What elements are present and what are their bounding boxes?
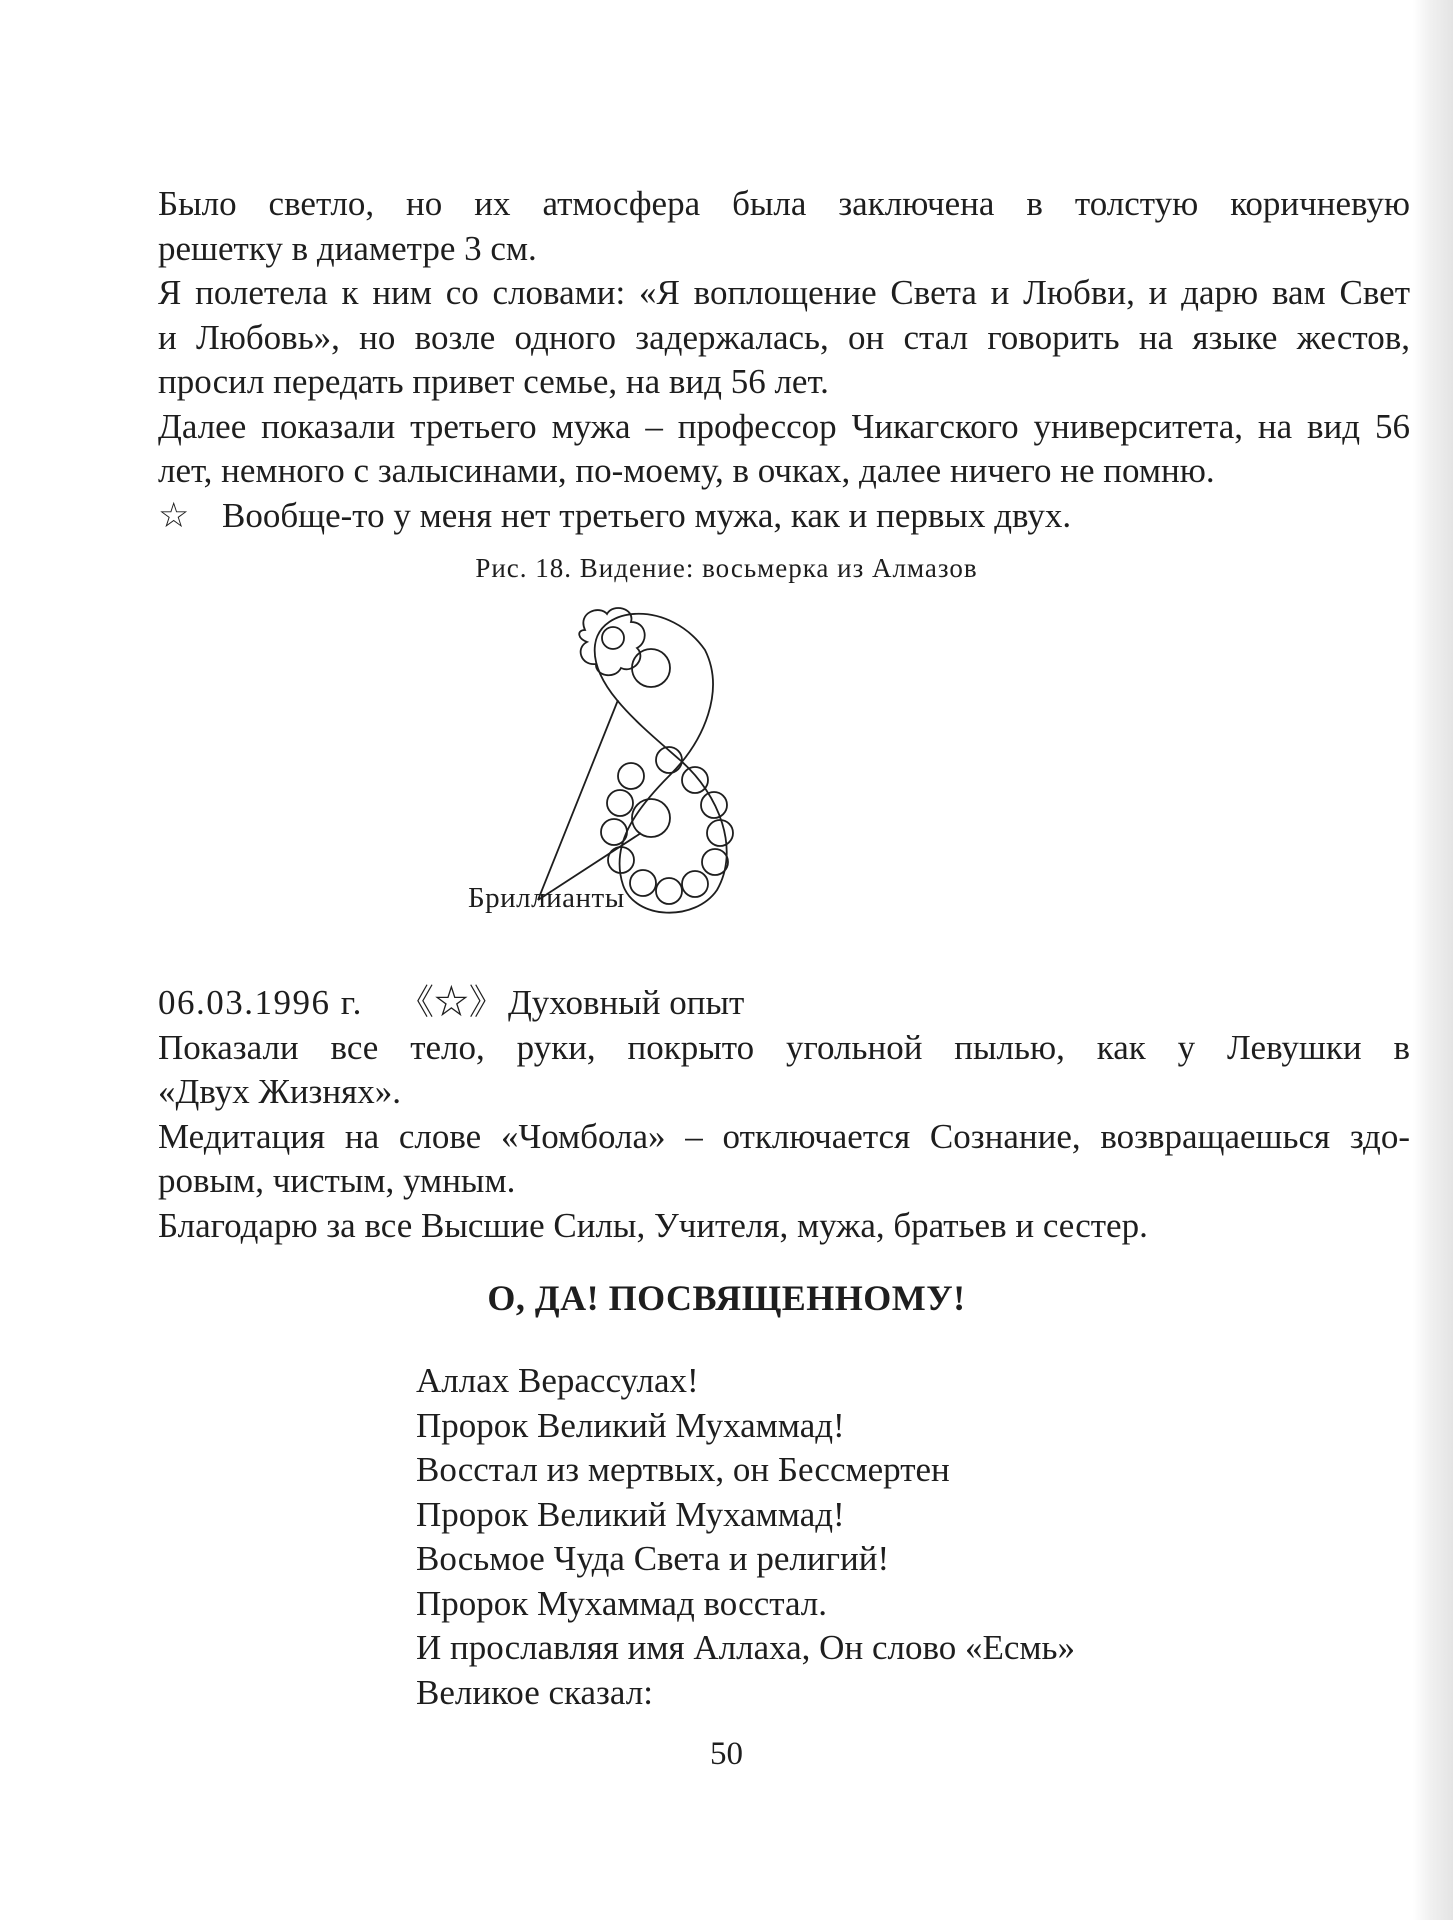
diamond-stone-large: [632, 649, 670, 687]
page-edge-shadow: [1413, 0, 1453, 1920]
entry-header: [158, 981, 1410, 1026]
text-line: и Любовь», но возле одного задержалась, он стал говорить на языке жестов,: [158, 317, 1410, 357]
paragraph-spiritual-experience: [158, 981, 1410, 1248]
entry-title: Духовный опыт: [507, 983, 745, 1022]
paragraph-vision: [158, 182, 1410, 538]
text-line: Медитация на слове «Чомбола» – отключается Сознание, возвращаешься здо-: [158, 1116, 1410, 1156]
figure-eight-outline: [595, 614, 727, 913]
diamond-stone: [618, 763, 644, 789]
diamond-stone: [601, 819, 627, 845]
entry-date: 06.03.1996 г.: [158, 983, 363, 1022]
diamond-stone: [702, 849, 728, 875]
diamond-stone: [630, 870, 656, 896]
poem-line: Пророк Мухаммад восстал.: [416, 1583, 828, 1623]
figure-eight-diagram: [455, 600, 905, 930]
poem-line: Пророк Великий Мухаммад!: [416, 1405, 845, 1445]
text-line: Далее показали третьего мужа – профессор Чикагского университета, на вид 56: [158, 406, 1410, 446]
text-line: решетку в диаметре 3 см.: [158, 228, 537, 268]
flower-icon: [579, 608, 644, 675]
poem-line: Восстал из мертвых, он Бессмертен: [416, 1450, 950, 1489]
diamond-stone: [682, 767, 708, 793]
star-note-text: Вообще-то у меня нет третьего мужа, как и первых двух.: [222, 495, 1072, 535]
text-line: Благодарю за все Высшие Силы, Учителя, мужа, братьев и сестер.: [158, 1205, 1148, 1245]
flower-center: [602, 627, 624, 649]
pointer-line: [538, 700, 618, 900]
star-note: [158, 494, 1410, 539]
text-line: Я полетела к ним со словами: «Я воплощение Света и Любви, и дарю вам Свет: [158, 273, 1410, 312]
star-mark-icon: 《☆》: [398, 983, 504, 1022]
diamond-stone: [607, 790, 633, 816]
diamond-stone: [701, 792, 727, 818]
poem-line: И прославляя имя Аллаха, Он слово «Есмь»: [416, 1628, 1076, 1667]
text-line: «Двух Жизнях».: [158, 1072, 401, 1111]
diamond-stone: [656, 878, 682, 904]
text-line: Показали все тело, руки, покрыто угольной пылью, как у Левушки в: [158, 1027, 1410, 1067]
diamond-stone: [682, 871, 708, 897]
poem-line: Великое сказал:: [416, 1672, 653, 1712]
text-line: Было светло, но их атмосфера была заключена в толстую коричневую: [158, 184, 1410, 223]
poem-line: Восьмое Чуда Света и религий!: [416, 1539, 890, 1578]
diamond-stone: [707, 820, 733, 846]
poem: [416, 1359, 1075, 1715]
text-line: лет, немного с залысинами, по-моему, в очках, далее ничего не помню.: [158, 451, 1215, 490]
poem-line: Пророк Великий Мухаммад!: [416, 1494, 845, 1534]
section-heading: О, ДА! ПОСВЯЩЕННОМУ!: [487, 1278, 966, 1318]
diamond-stone-large: [632, 799, 670, 837]
figure-caption: Рис. 18. Видение: восьмерка из Алмазов: [475, 553, 978, 583]
page-number: 50: [710, 1736, 743, 1772]
star-icon: ☆: [158, 495, 190, 535]
text-line: просил передать привет семье, на вид 56 лет.: [158, 362, 829, 401]
figure-eight-drawing: [455, 600, 905, 930]
poem-line: Аллах Верассулах!: [416, 1361, 699, 1400]
figure-label: Бриллианты: [468, 882, 625, 914]
text-line: ровым, чистым, умным.: [158, 1161, 516, 1200]
